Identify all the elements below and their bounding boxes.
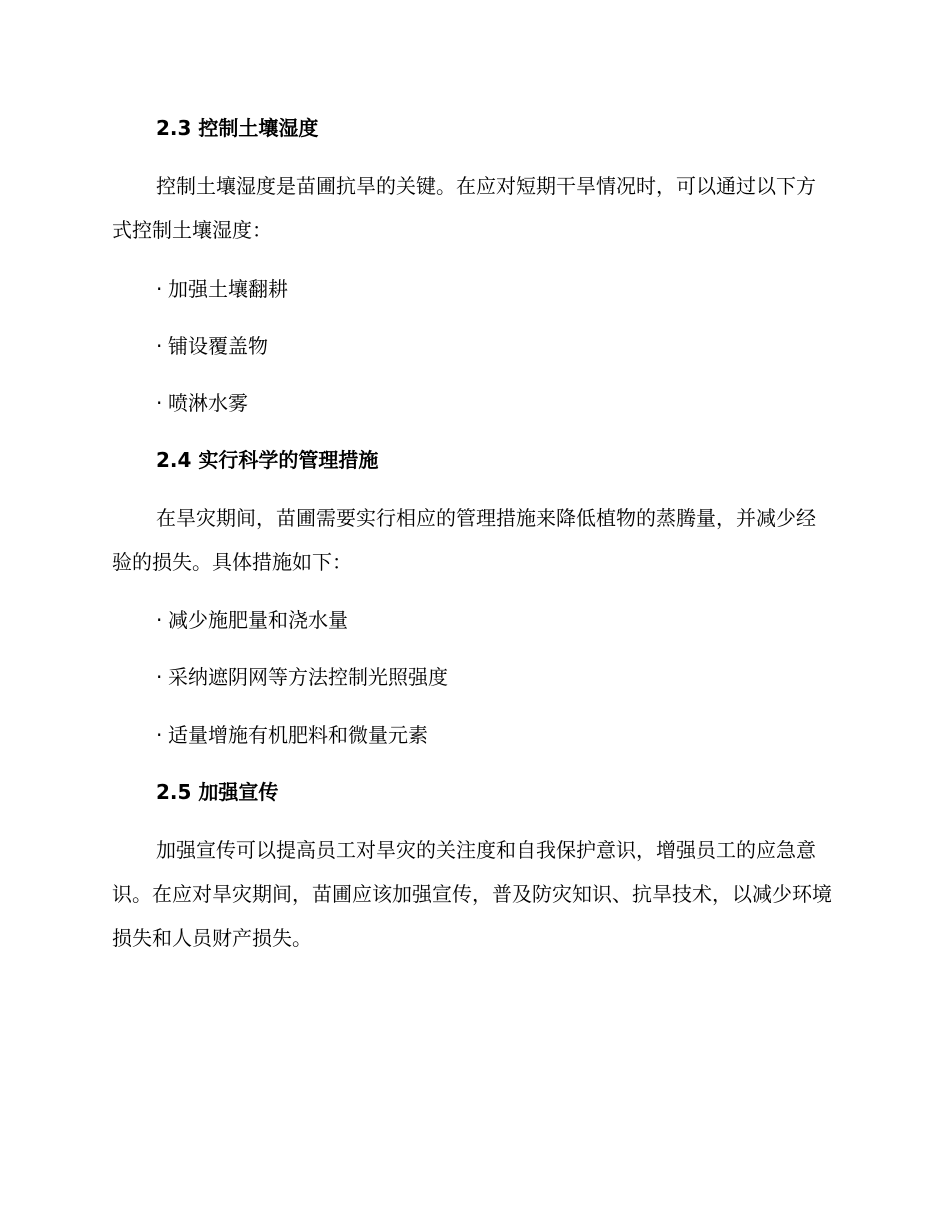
bullet-text: 加强土壤翻耕	[168, 277, 288, 301]
bullet-item	[156, 275, 288, 303]
bullet-text: 适量增施有机肥料和微量元素	[168, 723, 428, 747]
bullet-text: 铺设覆盖物	[168, 334, 268, 358]
bullet-marker: ·	[156, 723, 163, 747]
bullet-marker: ·	[156, 391, 163, 415]
bullet-text: 减少施肥量和浇水量	[168, 608, 348, 632]
bullet-marker: ·	[156, 334, 163, 358]
bullet-item	[156, 332, 268, 360]
section-heading-2-5: 2.5 加强宣传	[156, 780, 279, 804]
section-heading-2-3: 2.3 控制土壤湿度	[156, 116, 319, 140]
bullet-item	[156, 606, 348, 634]
section-paragraph-2-4: 在旱灾期间，苗圃需要实行相应的管理措施来降低植物的蒸腾量，并减少经验的损失。具体措施如下：	[112, 506, 816, 574]
bullet-item	[156, 721, 428, 749]
bullet-marker: ·	[156, 608, 163, 632]
bullet-item	[156, 389, 248, 417]
section-heading-2-4: 2.4 实行科学的管理措施	[156, 448, 379, 472]
bullet-marker: ·	[156, 665, 163, 689]
bullet-marker: ·	[156, 277, 163, 301]
section-paragraph-2-3: 控制土壤湿度是苗圃抗旱的关键。在应对短期干旱情况时，可以通过以下方式控制土壤湿度：	[112, 174, 816, 242]
bullet-text: 喷淋水雾	[168, 391, 248, 415]
section-paragraph-2-5: 加强宣传可以提高员工对旱灾的关注度和自我保护意识，增强员工的应急意识。在应对旱灾期间，苗圃应该加强宣传，普及防灾知识、抗旱技术，以减少环境损失和人员财产损失。	[112, 838, 832, 950]
bullet-item	[156, 663, 448, 691]
bullet-text: 采纳遮阴网等方法控制光照强度	[168, 665, 448, 689]
